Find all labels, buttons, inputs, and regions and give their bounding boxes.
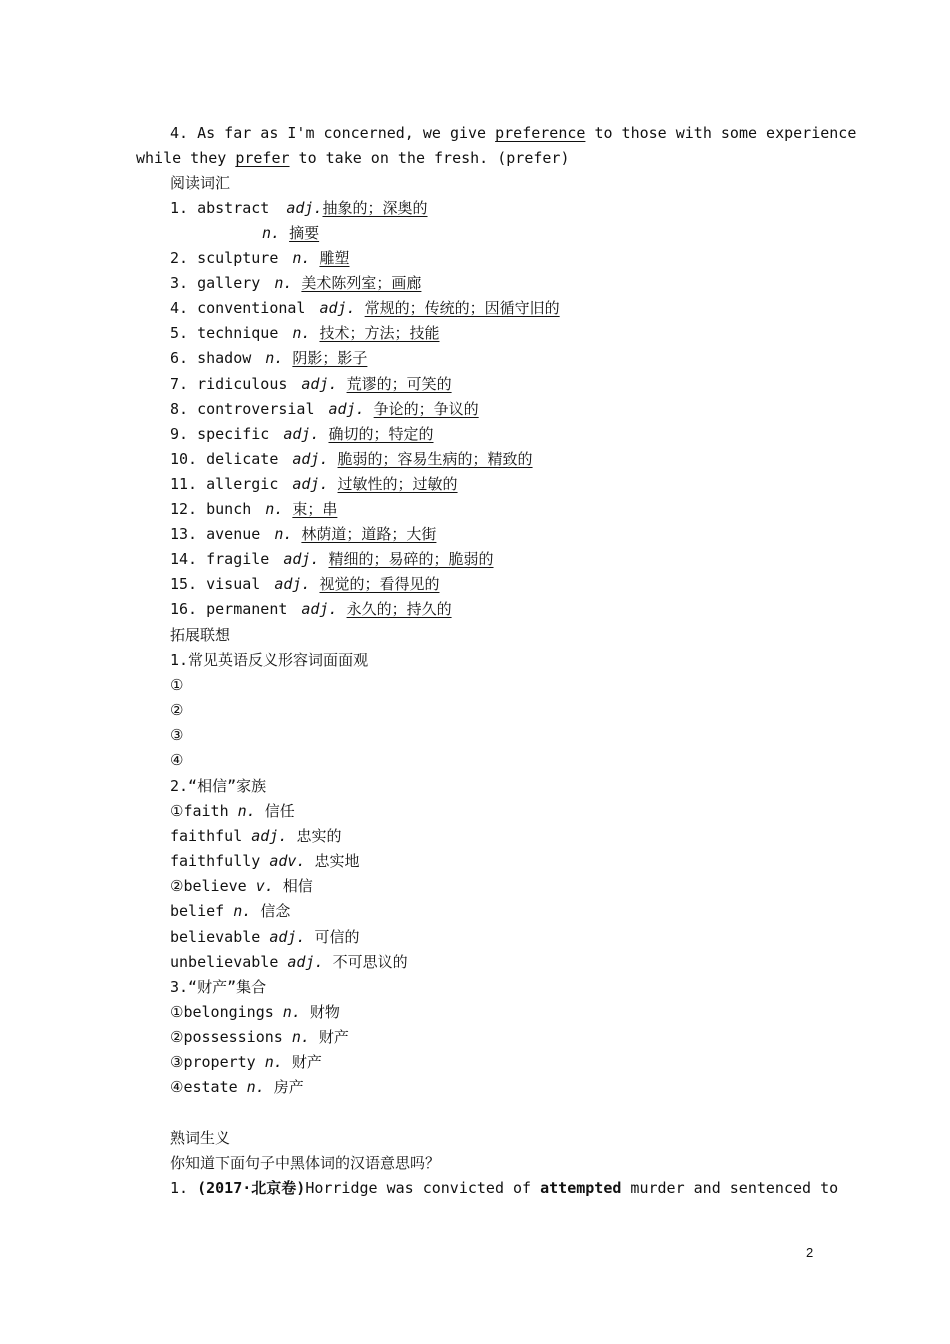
item-word: shadow (197, 349, 252, 368)
vocab-item (170, 497, 337, 522)
item-word: faith (183, 802, 229, 820)
item-meaning: 可信的 (314, 927, 360, 946)
item-meaning: 信任 (264, 802, 295, 820)
item-pos: adj. (292, 474, 329, 493)
item-num: 1. (170, 1179, 189, 1197)
item-word: conventional (197, 299, 306, 318)
item-meaning: 雕塑 (319, 249, 350, 267)
item-word: faithfully (170, 852, 261, 871)
item-mark: ① (170, 1003, 184, 1021)
antonym-mark-3: ③ (170, 726, 184, 744)
item-pos: adj. (283, 550, 320, 569)
believe-family-item (170, 799, 295, 824)
item-pos: n. (265, 349, 284, 368)
believe-family-item (170, 824, 341, 849)
item-pos: adj. (286, 199, 323, 217)
vocab-item (170, 196, 428, 221)
item-word: gallery (197, 274, 261, 293)
sentence-text: while they (136, 149, 236, 167)
antonym-mark-4: ④ (170, 751, 184, 769)
item-meaning: 技术；方法；技能 (319, 324, 440, 343)
vocab-item (170, 372, 452, 397)
item-word: property (183, 1053, 256, 1072)
vocab-item-second-sense (262, 221, 319, 246)
item-word: belief (170, 902, 225, 921)
item-word: belongings (183, 1003, 274, 1021)
item-num: 7. (170, 374, 189, 393)
item-meaning: 精细的；易碎的；脆弱的 (328, 550, 494, 569)
item-meaning: 房产 (273, 1078, 304, 1097)
item-word: believable (170, 927, 261, 946)
item-pos: n. (282, 1003, 301, 1021)
vocab-item (170, 321, 439, 346)
item-meaning: 脆弱的；容易生病的；精致的 (337, 449, 533, 468)
item-word: allergic (206, 474, 279, 493)
item-word: bunch (206, 500, 252, 518)
item-mark: ② (170, 877, 184, 896)
vocab-item (170, 447, 533, 472)
item-pos: adj. (301, 374, 338, 393)
believe-family-item (170, 950, 408, 975)
item-mark: ③ (170, 1053, 184, 1072)
item-meaning: 财产 (291, 1053, 322, 1072)
item-word: avenue (206, 525, 261, 544)
item-num: 3. (170, 274, 189, 293)
sentence-text: to those with some experience (585, 124, 857, 142)
item-num: 4. (170, 299, 189, 318)
item-num: 1. (170, 199, 189, 217)
item-meaning: 常规的；传统的；因循守旧的 (364, 299, 560, 318)
vocab-item (170, 547, 494, 572)
item-num: 14. (170, 550, 198, 569)
item-word: technique (197, 324, 279, 343)
antonym-mark-2: ② (170, 701, 184, 719)
item-meaning: 财产 (318, 1028, 349, 1047)
item-word: sculpture (197, 249, 279, 267)
item-pos: n. (274, 525, 293, 544)
familiar-words-heading: 熟词生义 (170, 1129, 231, 1147)
answer-prefer: prefer (235, 149, 290, 167)
item-word: possessions (183, 1028, 283, 1047)
item-meaning: 永久的；持久的 (346, 600, 452, 619)
item-num: 12. (170, 500, 198, 518)
item-source: (2017·北京卷) (197, 1179, 306, 1197)
item-word: delicate (206, 449, 279, 468)
item-meaning: 过敏性的；过敏的 (337, 474, 458, 493)
property-item (170, 1025, 349, 1050)
item-word: fragile (206, 550, 270, 569)
item-meaning: 忠实地 (314, 852, 360, 871)
item-meaning: 不可思议的 (332, 952, 408, 971)
property-item (170, 1050, 322, 1075)
property-item (170, 1000, 340, 1025)
vocab-item (170, 422, 434, 447)
item-meaning: 摘要 (289, 224, 320, 242)
vocab-item (170, 271, 421, 296)
item-word: estate (183, 1078, 238, 1097)
vocab-item (170, 472, 458, 497)
item-word: abstract (197, 199, 270, 217)
item-word: visual (206, 575, 261, 594)
familiar-item-1 (170, 1176, 838, 1201)
extension-heading: 拓展联想 (170, 626, 231, 644)
item-meaning: 荒谬的；可笑的 (346, 374, 452, 393)
item-num: 2. (170, 249, 189, 267)
item-pos: n. (265, 500, 284, 518)
item-meaning: 信念 (260, 902, 291, 921)
believe-family-item (170, 925, 360, 950)
item-word: controversial (197, 399, 315, 418)
sentence-text: murder and sentenced to (621, 1179, 839, 1197)
item-pos: n. (262, 224, 281, 242)
item-pos: n. (264, 1053, 283, 1072)
item-pos: v. (255, 877, 274, 896)
item-meaning: 阴影；影子 (292, 349, 368, 368)
item-pos: n. (274, 274, 293, 293)
item-pos: adj. (283, 424, 320, 443)
item-meaning: 忠实的 (296, 827, 342, 846)
property-item (170, 1075, 304, 1100)
item-num: 16. (170, 600, 198, 619)
believe-family-item (170, 849, 360, 874)
vocab-item (170, 522, 436, 547)
item-pos: adj. (269, 927, 306, 946)
item-mark: ② (170, 1028, 184, 1047)
item-num: 13. (170, 525, 198, 544)
item-word: believe (183, 877, 247, 896)
item-pos: adj. (319, 299, 356, 318)
item-pos: adv. (269, 852, 306, 871)
item-pos: adj. (301, 600, 338, 619)
item-mark: ① (170, 802, 184, 820)
item-num: 5. (170, 324, 189, 343)
item-pos: n. (292, 324, 311, 343)
item-mark: ④ (170, 1078, 184, 1097)
vocab-item (170, 346, 367, 371)
item-pos: n. (246, 1078, 265, 1097)
item-pos: n. (233, 902, 252, 921)
item-meaning: 相信 (282, 877, 313, 896)
item-pos: n. (291, 1028, 310, 1047)
item-word: ridiculous (197, 374, 288, 393)
item-meaning: 束；串 (292, 500, 338, 518)
item-pos: n. (292, 249, 311, 267)
item-meaning: 抽象的；深奥的 (322, 199, 428, 217)
extension-sec3-title: 3.“财产”集合 (170, 978, 267, 996)
believe-family-item (170, 899, 290, 924)
sentence-text: to take on the fresh. (prefer) (289, 149, 570, 167)
antonym-mark-1: ① (170, 676, 184, 694)
item-num: 15. (170, 575, 198, 594)
item-meaning: 视觉的；看得见的 (319, 575, 440, 594)
believe-family-item (170, 874, 313, 899)
vocab-item (170, 397, 479, 422)
item-num: 11. (170, 474, 198, 493)
vocab-item (170, 246, 349, 271)
extension-sec2-title: 2.“相信”家族 (170, 777, 267, 795)
item-word: specific (197, 424, 270, 443)
item-meaning: 美术陈列室；画廊 (301, 274, 422, 293)
top-sentence-line2 (136, 146, 570, 171)
item-word: unbelievable (170, 952, 279, 971)
item-num: 6. (170, 349, 189, 368)
item-num: 9. (170, 424, 189, 443)
item-meaning: 林荫道；道路；大街 (301, 525, 437, 544)
familiar-words-instruction: 你知道下面句子中黑体词的汉语意思吗？ (170, 1154, 441, 1172)
item-pos: adj. (287, 952, 324, 971)
item-pos: n. (237, 802, 256, 820)
reading-vocab-heading: 阅读词汇 (170, 174, 231, 192)
sentence-text: Horridge was convicted of (305, 1179, 541, 1197)
item-word: permanent (206, 600, 288, 619)
extension-sec1-title: 1.常见英语反义形容词面面观 (170, 651, 369, 669)
vocab-item (170, 597, 452, 622)
vocab-item (170, 572, 439, 597)
top-sentence-line1 (170, 121, 856, 146)
item-num: 8. (170, 399, 189, 418)
sentence-text: 4. As far as I'm concerned, we give (170, 124, 496, 142)
item-meaning: 确切的；特定的 (328, 424, 434, 443)
vocab-item (170, 296, 560, 321)
item-pos: adj. (328, 399, 365, 418)
item-pos: adj. (292, 449, 329, 468)
item-pos: adj. (274, 575, 311, 594)
item-num: 10. (170, 449, 198, 468)
page-number: 2 (806, 1245, 814, 1260)
answer-preference: preference (495, 124, 586, 142)
item-meaning: 争论的；争议的 (373, 399, 479, 418)
bold-word: attempted (540, 1179, 622, 1197)
item-meaning: 财物 (309, 1003, 340, 1021)
item-word: faithful (170, 827, 243, 846)
item-pos: adj. (251, 827, 288, 846)
